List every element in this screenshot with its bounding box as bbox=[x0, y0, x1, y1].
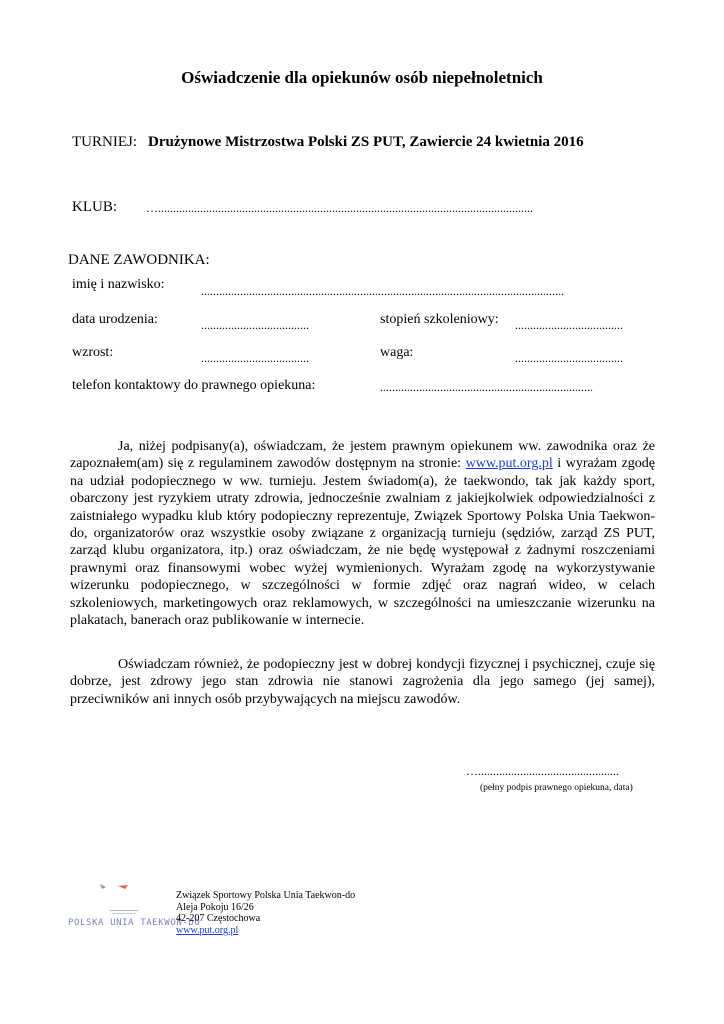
athlete-heading: DANE ZAWODNIKA: bbox=[68, 252, 210, 268]
paragraph-1-text-a: Ja, niżej podpisany(a), oświadczam, że jestem prawnym opiekunem ww. zawodnika oraz że zapoznałem(am) się z regulaminem zawodów dostępnym na stronie: bbox=[70, 439, 655, 472]
put-logo-graphic bbox=[66, 880, 176, 940]
footer-website-link[interactable]: www.put.org.pl bbox=[176, 924, 239, 936]
height-fill-line[interactable]: .................................... bbox=[201, 351, 309, 365]
weight-label: waga: bbox=[380, 345, 414, 360]
footer-org-name: Związek Sportowy Polska Unia Taekwon-do bbox=[176, 890, 356, 901]
tournament-label: TURNIEJ: bbox=[72, 134, 137, 150]
guardian-phone-label: telefon kontaktowy do prawnego opiekuna: bbox=[72, 378, 316, 393]
birth-date-label: data urodzenia: bbox=[72, 312, 158, 327]
weight-fill-line[interactable]: .................................... bbox=[515, 351, 623, 365]
footer-city: 42-207 Częstochowa bbox=[176, 913, 261, 925]
regulations-link[interactable]: www.put.org.pl bbox=[465, 456, 553, 472]
club-fill-line[interactable]: …............................................................................................................................. bbox=[146, 201, 533, 215]
put-logo-wordmark: POLSKA UNIA TAEKWON-DO bbox=[68, 918, 201, 928]
document-title: Oświadczenie dla opiekunów osób niepełnoletnich bbox=[181, 68, 543, 87]
height-label: wzrost: bbox=[72, 345, 114, 360]
birth-date-fill-line[interactable]: .................................... bbox=[201, 318, 309, 332]
name-fill-line[interactable]: ......................................................................................................................... bbox=[201, 284, 564, 298]
grade-label: stopień szkoleniowy: bbox=[380, 312, 499, 327]
signature-caption: (pełny podpis prawnego opiekuna, data) bbox=[480, 783, 633, 793]
declaration-paragraph-1 bbox=[70, 438, 655, 629]
guardian-phone-fill-line[interactable]: ....................................................................... bbox=[380, 380, 593, 394]
grade-fill-line[interactable]: .................................... bbox=[515, 318, 623, 332]
put-logo bbox=[66, 880, 201, 940]
paragraph-1-text-b: i wyrażam zgodę na udział podopiecznego w ww. turnieju. Jestem świadom(a), że taekwondo, tak jak każdy sport, obarczony jest ryzykiem utraty zdrowia, jednocześnie zwalniam z jakiejkolwiek odpowiedzialności z zaistniałego wypadku klub który podopieczny reprezentuje, Związek Sportowy Polska Unia Taekwon-do, organizatorów oraz wszystkie osoby związane z organizacją turnieju (sędziów, zarząd ZS PUT, zarząd klubu organizatora, itp.) oraz oświadczam, że nie będę występował z żadnymi roszczeniami prawnymi oraz finansowymi wobec wyżej wymienionych. Wyrażam zgodę na wykorzystywanie wizerunku podopiecznego, w szczególności w formie zdjęć oraz nagrań wideo, w celach szkoleniowych, marketingowych oraz reklamowych, w szczególności na umieszczanie wizerunku na plakatach, banerach oraz publikowanie w internecie. bbox=[70, 456, 656, 629]
name-label: imię i nazwisko: bbox=[72, 277, 165, 292]
footer-street: Aleja Pokoju 16/26 bbox=[176, 901, 254, 913]
footer-address bbox=[176, 890, 355, 936]
tournament-value: Drużynowe Mistrzostwa Polski ZS PUT, Zawiercie 24 kwietnia 2016 bbox=[148, 134, 584, 150]
declaration-paragraph-2: Oświadczam również, że podopieczny jest w dobrej kondycji fizycznej i psychicznej, czuje się dobrze, jest zdrowy jego stan zdrowia nie stanowi zagrożenia dla jego samego (jej samej), przeciwników ani innych osób przybywających na miejscu zawodów. bbox=[70, 657, 655, 707]
signature-fill-line[interactable]: …............................................... bbox=[466, 764, 619, 778]
club-label: KLUB: bbox=[72, 199, 117, 215]
